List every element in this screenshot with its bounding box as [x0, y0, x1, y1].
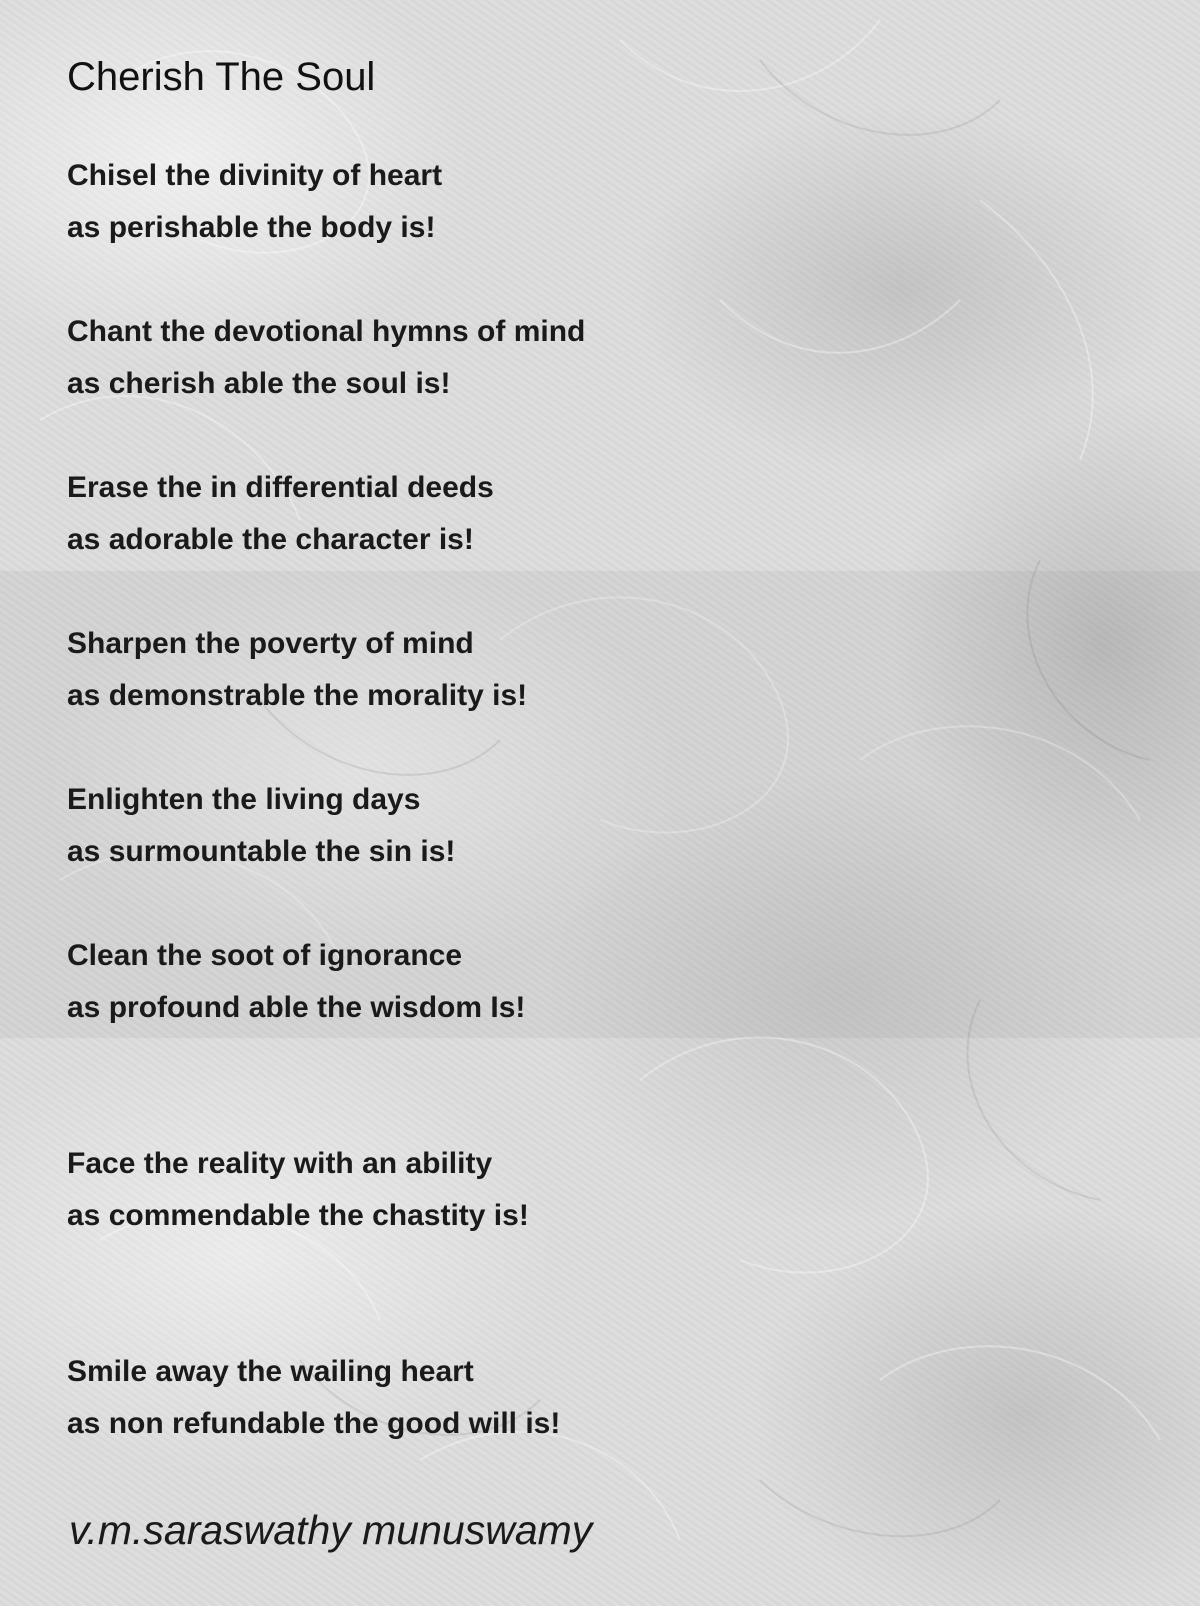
poem-line: Erase the in differential deeds [67, 471, 494, 504]
stanza-gap [67, 410, 1147, 462]
poem-title: Cherish The Soul [67, 55, 376, 99]
poem-line: as perishable the body is! [67, 211, 436, 244]
poem-line: Face the reality with an ability [67, 1147, 493, 1180]
stanza-gap [67, 1242, 1147, 1294]
poem-line: as non refundable the good will is! [67, 1407, 561, 1440]
poem-author: v.m.saraswathy munuswamy [69, 1507, 593, 1553]
stanza-gap [67, 1294, 1147, 1346]
poem-line: as surmountable the sin is! [67, 835, 456, 868]
stanza-gap [67, 722, 1147, 774]
stanza-gap [67, 254, 1147, 306]
stanza-gap [67, 878, 1147, 930]
poem-line: as profound able the wisdom Is! [67, 991, 526, 1024]
poem-line: Clean the soot of ignorance [67, 939, 463, 972]
poem-line: Chant the devotional hymns of mind [67, 315, 586, 348]
poem-line: as adorable the character is! [67, 523, 474, 556]
poem-line: Smile away the wailing heart [67, 1355, 474, 1388]
stanza-gap [67, 1086, 1147, 1138]
poem-line: as commendable the chastity is! [67, 1199, 529, 1232]
stanza-gap [67, 566, 1147, 618]
poem-line: as cherish able the soul is! [67, 367, 451, 400]
stanza-gap [67, 1034, 1147, 1086]
poem-line: as demonstrable the morality is! [67, 679, 528, 712]
poem-body [67, 150, 1147, 1450]
poem-line: Chisel the divinity of heart [67, 159, 443, 192]
poem-line: Enlighten the living days [67, 783, 421, 816]
poem-line: Sharpen the poverty of mind [67, 627, 474, 660]
